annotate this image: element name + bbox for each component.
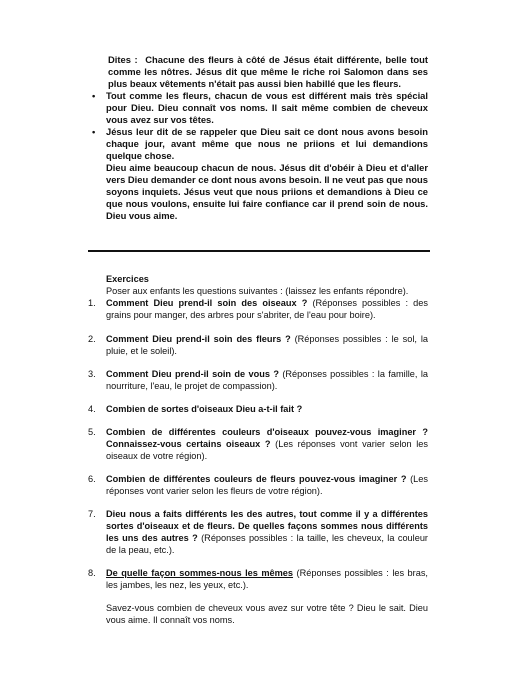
question-text: Combien de différentes couleurs d'oiseaux pouvez-vous imaginer ? Connaissez-vous certains oiseaux ? bbox=[106, 427, 428, 449]
exercises-section bbox=[88, 273, 428, 626]
question-text: Dieu nous a faits différents les des autres, tout comme il y a différentes sortes d'oiseaux et de fleurs. De quelles façons sommes nous différents les uns des autres ? bbox=[106, 509, 428, 543]
question-text: De quelle façon sommes-nous les mêmes bbox=[106, 568, 294, 578]
lesson-bullets bbox=[88, 90, 428, 162]
question-item bbox=[88, 403, 428, 415]
dites-paragraph bbox=[88, 54, 428, 90]
question-answer: (Les réponses vont varier selon les oiseaux de votre région). bbox=[106, 439, 428, 461]
question-item bbox=[88, 508, 428, 556]
question-number: 7. bbox=[88, 509, 96, 519]
question-text: Comment Dieu prend-il soin des fleurs ? bbox=[106, 334, 291, 344]
bullet-text: Jésus leur dit de se rappeler que Dieu sait ce dont nous avons besoin chaque jour, avant même que nous ne priions et lui demandions quelque chose. bbox=[106, 126, 428, 161]
question-text: Comment Dieu prend-il soin de vous ? bbox=[106, 369, 279, 379]
final-paragraph: Savez-vous combien de cheveux vous avez sur votre tête ? Dieu le sait. Dieu vous aime. Il connaît vos noms. bbox=[106, 603, 428, 625]
bullet-text: Tout comme les fleurs, chacun de vous est différent mais très spécial pour Dieu. Dieu connaît vos noms. Il sait même combien de cheveux vous avez sur vos têtes. bbox=[106, 90, 428, 125]
bullet-icon: • bbox=[92, 126, 96, 137]
question-answer: (Réponses possibles : la taille, les cheveux, la couleur de la peau, etc.). bbox=[106, 533, 428, 555]
question-number: 2. bbox=[88, 334, 96, 344]
lesson-text bbox=[88, 54, 428, 222]
dites-label: Dites : bbox=[108, 54, 138, 65]
question-text: Combien de différentes couleurs de fleurs pouvez-vous imaginer ? bbox=[106, 474, 407, 484]
exercises-intro: Poser aux enfants les questions suivantes : (laissez les enfants répondre). bbox=[106, 286, 409, 296]
question-number: 4. bbox=[88, 404, 96, 414]
question-answer: (Réponses possibles : des grains pour manger, des arbres pour s'abriter, de l'eau pour boire). bbox=[106, 298, 428, 320]
question-answer: (Réponses possibles : le sol, la pluie, et le soleil). bbox=[106, 334, 428, 356]
question-answer: (Réponses possibles : la famille, la nourriture, l'eau, le projet de compassion). bbox=[106, 369, 428, 391]
question-answer: (Les réponses vont varier selon les fleurs de votre région). bbox=[106, 474, 428, 496]
bullet-icon: • bbox=[92, 90, 96, 101]
section-divider bbox=[88, 250, 430, 252]
question-text: Combien de sortes d'oiseaux Dieu a-t-il fait ? bbox=[106, 404, 303, 414]
dites-text: Chacune des fleurs à côté de Jésus était différente, belle tout comme les nôtres. Jésus dit que même le riche roi Salomon dans ses plus beaux vêtements n'était pas aussi bien habillé que les fleurs. bbox=[108, 54, 429, 89]
question-item bbox=[88, 426, 428, 462]
question-text: Comment Dieu prend-il soin des oiseaux ? bbox=[106, 298, 308, 308]
question-item bbox=[88, 297, 428, 321]
bullet-item bbox=[88, 90, 428, 126]
question-item bbox=[88, 473, 428, 497]
question-item bbox=[88, 368, 428, 392]
question-item bbox=[88, 333, 428, 357]
question-number: 3. bbox=[88, 369, 96, 379]
question-number: 1. bbox=[88, 298, 96, 308]
question-number: 5. bbox=[88, 427, 96, 437]
exercises-title: Exercices bbox=[106, 274, 149, 284]
closing-paragraph: Dieu aime beaucoup chacun de nous. Jésus dit d'obéir à Dieu et d'aller vers Dieu demander ce dont nous avons besoin. Il ne veut pas que nous soyons inquiets. Jésus veut que nous priions et demandions à Dieu ce que nous voulons, ensuite lui faire confiance car il prend soin de nous. Dieu vous aime. bbox=[106, 162, 428, 221]
question-answer: (Réponses possibles : les bras, les jambes, les nez, les yeux, etc.). bbox=[106, 568, 428, 590]
question-item bbox=[88, 567, 428, 591]
bullet-item bbox=[88, 126, 428, 162]
question-number: 8. bbox=[88, 568, 96, 578]
question-number: 6. bbox=[88, 474, 96, 484]
